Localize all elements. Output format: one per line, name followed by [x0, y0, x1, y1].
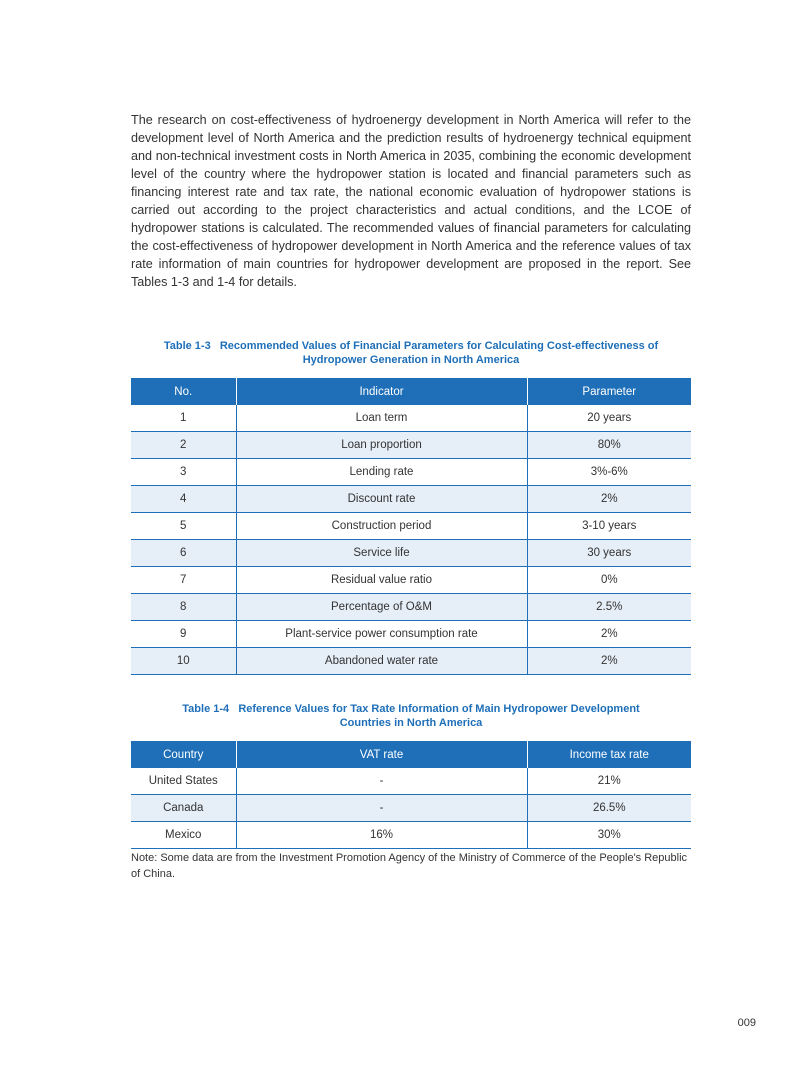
table-header-row — [131, 378, 691, 405]
column-header-indicator: Indicator — [236, 378, 527, 405]
cell-parameter: 2% — [527, 486, 691, 513]
cell-income-tax-rate: 26.5% — [527, 795, 691, 822]
cell-indicator: Percentage of O&M — [236, 594, 527, 621]
cell-no: 5 — [131, 513, 236, 540]
cell-parameter: 2% — [527, 648, 691, 675]
tax-rate-table — [131, 741, 691, 849]
cell-indicator: Plant-service power consumption rate — [236, 621, 527, 648]
cell-parameter: 20 years — [527, 405, 691, 432]
table-1-4-caption-line2: Countries in North America — [339, 717, 483, 729]
column-header-country: Country — [131, 741, 236, 768]
table-1-3-caption — [131, 339, 691, 367]
table-header-row — [131, 741, 691, 768]
table-row — [131, 513, 691, 540]
cell-no: 10 — [131, 648, 236, 675]
cell-indicator: Service life — [236, 540, 527, 567]
cell-indicator: Residual value ratio — [236, 567, 527, 594]
table-1-3-caption-line2: Hydropower Generation in North America — [302, 354, 520, 366]
table-row — [131, 486, 691, 513]
financial-parameters-table — [131, 378, 691, 675]
column-header-income-tax-rate: Income tax rate — [527, 741, 691, 768]
table-1-4-caption — [131, 702, 691, 730]
cell-no: 3 — [131, 459, 236, 486]
cell-parameter: 2.5% — [527, 594, 691, 621]
cell-income-tax-rate: 30% — [527, 822, 691, 849]
column-header-no: No. — [131, 378, 236, 405]
table-row — [131, 768, 691, 795]
table-row — [131, 621, 691, 648]
table-row — [131, 822, 691, 849]
cell-parameter: 30 years — [527, 540, 691, 567]
cell-indicator: Lending rate — [236, 459, 527, 486]
column-header-parameter: Parameter — [527, 378, 691, 405]
cell-parameter: 0% — [527, 567, 691, 594]
table-row — [131, 594, 691, 621]
page-number: 009 — [737, 1017, 756, 1029]
cell-parameter: 80% — [527, 432, 691, 459]
table-note: Note: Some data are from the Investment Promotion Agency of the Ministry of Commerce of the People's Republic of China. — [131, 852, 688, 880]
cell-country: United States — [131, 768, 236, 795]
cell-country: Canada — [131, 795, 236, 822]
table-row — [131, 648, 691, 675]
cell-vat-rate: - — [236, 795, 527, 822]
table-row — [131, 459, 691, 486]
cell-income-tax-rate: 21% — [527, 768, 691, 795]
cell-parameter: 3-10 years — [527, 513, 691, 540]
cell-country: Mexico — [131, 822, 236, 849]
cell-no: 6 — [131, 540, 236, 567]
body-paragraph: The research on cost-effectiveness of hydroenergy development in North America will refer to the development level of North America and the prediction results of hydroenergy technical equipment and non-technical investment costs in North America in 2035, combining the economic development level of the country where the hydropower station is located and financial parameters such as financing interest rate and tax rate, the national economic evaluation of hydropower stations is carried out according to the project characteristics and actual conditions, and the LCOE of hydropower stations is calculated. The recommended values of financial parameters for calculating the cost-effectiveness of hydropower development in North America and the reference values of tax rate information of main countries for hydropower development are proposed in the report. See Tables 1-3 and 1-4 for details. — [131, 113, 691, 289]
cell-vat-rate: - — [236, 768, 527, 795]
table-1-4-caption-line1: Table 1-4 Reference Values for Tax Rate Information of Main Hydropower Development — [182, 703, 640, 715]
cell-indicator: Loan term — [236, 405, 527, 432]
cell-no: 8 — [131, 594, 236, 621]
cell-indicator: Discount rate — [236, 486, 527, 513]
cell-no: 7 — [131, 567, 236, 594]
cell-indicator: Loan proportion — [236, 432, 527, 459]
cell-no: 9 — [131, 621, 236, 648]
table-row — [131, 540, 691, 567]
table-row — [131, 795, 691, 822]
column-header-vat-rate: VAT rate — [236, 741, 527, 768]
table-row — [131, 567, 691, 594]
cell-no: 1 — [131, 405, 236, 432]
table-row — [131, 432, 691, 459]
table-1-3-caption-line1: Table 1-3 Recommended Values of Financial Parameters for Calculating Cost-effectiveness of — [163, 340, 659, 352]
cell-no: 2 — [131, 432, 236, 459]
cell-indicator: Abandoned water rate — [236, 648, 527, 675]
cell-vat-rate: 16% — [236, 822, 527, 849]
table-row — [131, 405, 691, 432]
cell-parameter: 3%-6% — [527, 459, 691, 486]
cell-indicator: Construction period — [236, 513, 527, 540]
cell-parameter: 2% — [527, 621, 691, 648]
cell-no: 4 — [131, 486, 236, 513]
